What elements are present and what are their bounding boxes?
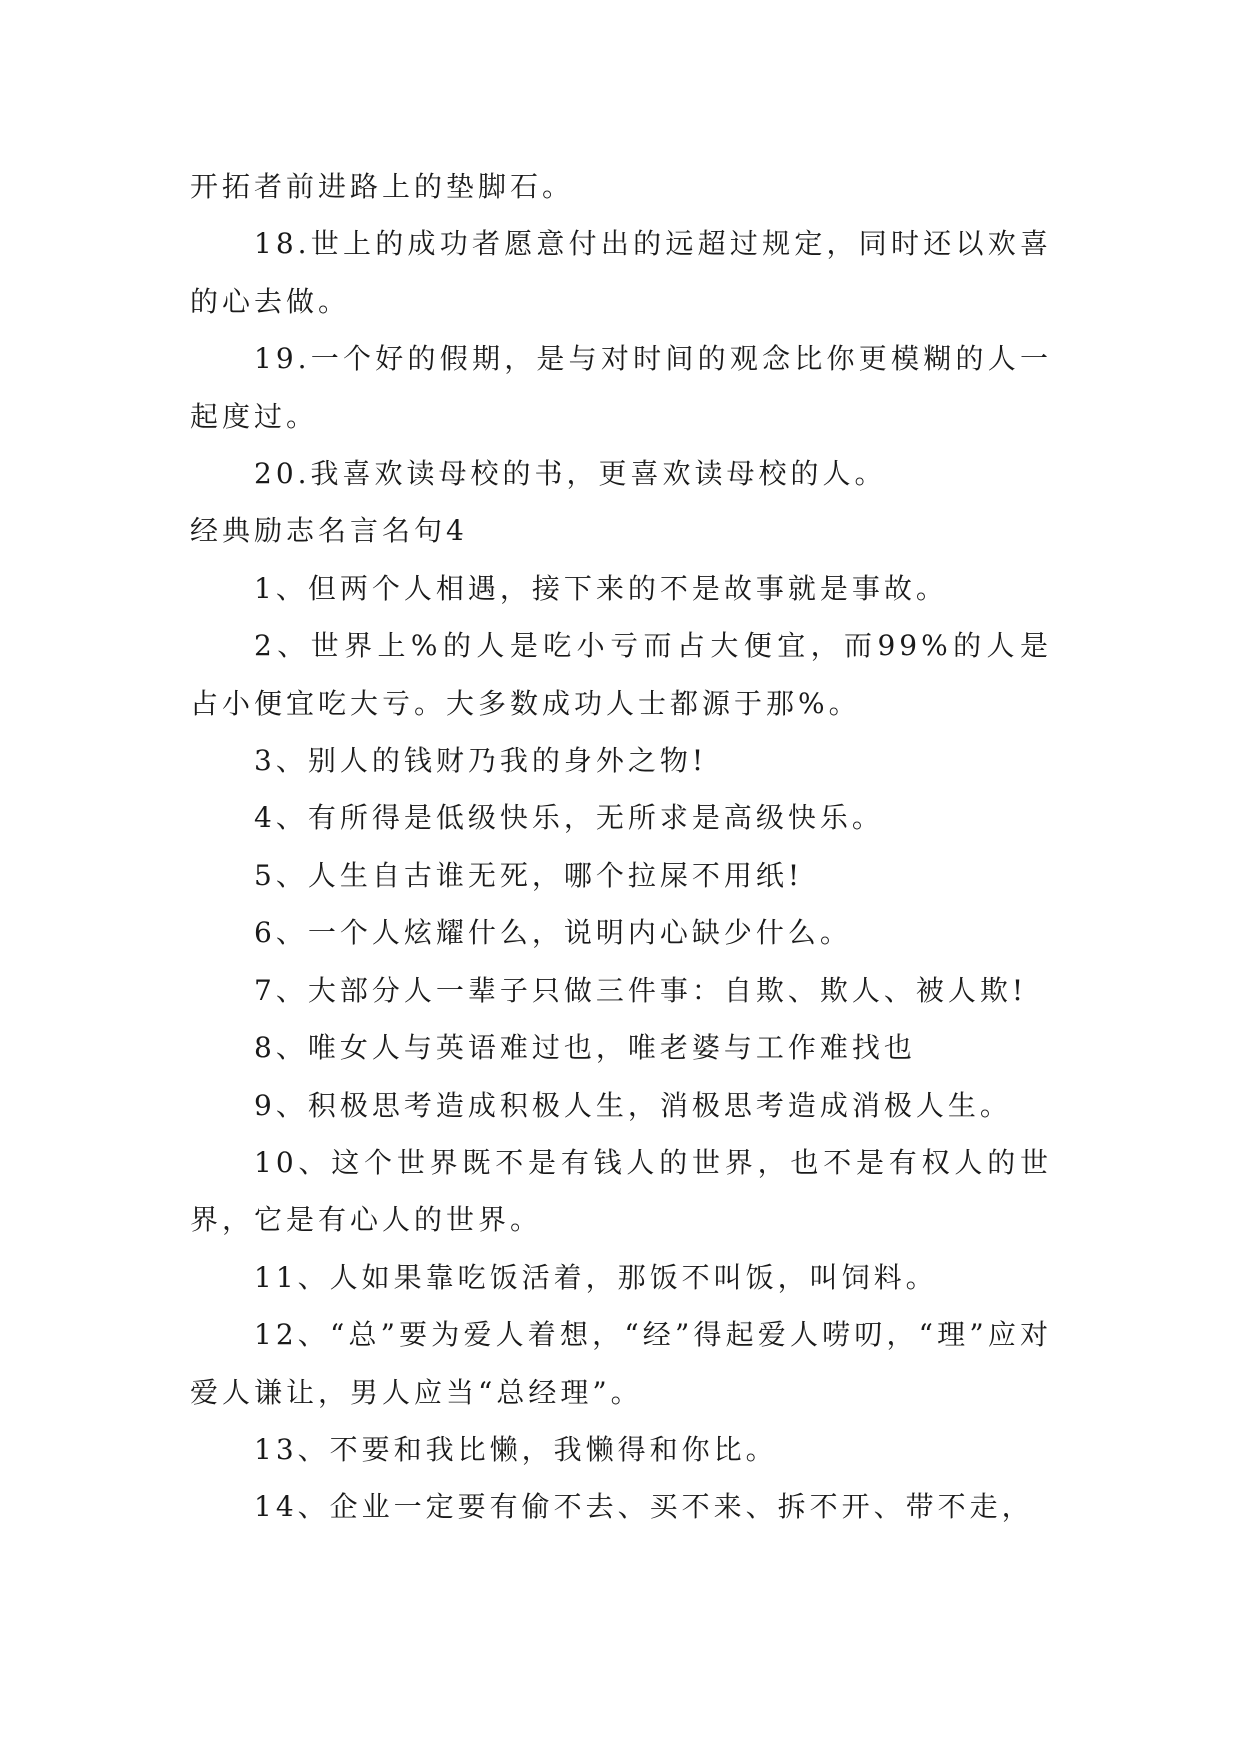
document-body: [190, 158, 1052, 1536]
quote-item-1: 1、但两个人相遇，接下来的不是故事就是事故。: [254, 571, 948, 605]
quote-item-2: 2、世界上%的人是吃小亏而占大便宜，而99%的人是占小便宜吃大亏。大多数成功人士都源于那%。: [190, 629, 1052, 720]
quote-item-20: 20.我喜欢读母校的书，更喜欢读母校的人。: [254, 457, 887, 491]
section-heading: 经典励志名言名句4: [190, 514, 468, 548]
quote-item-4: 4、有所得是低级快乐，无所求是高级快乐。: [254, 801, 884, 835]
quote-item-9: 9、积极思考造成积极人生，消极思考造成消极人生。: [254, 1088, 1012, 1122]
quote-item-11: 11、人如果靠吃饭活着，那饭不叫饭，叫饲料。: [254, 1260, 938, 1294]
quote-item-12: 12、“总”要为爱人着想，“经”得起爱人唠叨，“理”应对爱人谦让，男人应当“总经理”。: [190, 1318, 1052, 1409]
quote-item-8: 8、唯女人与英语难过也，唯老婆与工作难找也: [254, 1031, 916, 1065]
quote-item-5: 5、人生自古谁无死，哪个拉屎不用纸!: [254, 858, 804, 892]
quote-item-18: 18.世上的成功者愿意付出的远超过规定，同时还以欢喜的心去做。: [190, 227, 1052, 318]
quote-item-13: 13、不要和我比懒，我懒得和你比。: [254, 1432, 778, 1466]
paragraph-continuation: 开拓者前进路上的垫脚石。: [190, 170, 575, 203]
quote-item-19: 19.一个好的假期，是与对时间的观念比你更模糊的人一起度过。: [190, 342, 1052, 433]
quote-item-7: 7、大部分人一辈子只做三件事：自欺、欺人、被人欺!: [254, 973, 1028, 1007]
quote-item-3: 3、别人的钱财乃我的身外之物!: [254, 744, 708, 778]
quote-item-10: 10、这个世界既不是有钱人的世界，也不是有权人的世界，它是有心人的世界。: [190, 1145, 1052, 1237]
quote-item-14: 14、企业一定要有偷不去、买不来、拆不开、带不走，: [254, 1490, 1034, 1524]
quote-item-6: 6、一个人炫耀什么，说明内心缺少什么。: [254, 916, 852, 950]
